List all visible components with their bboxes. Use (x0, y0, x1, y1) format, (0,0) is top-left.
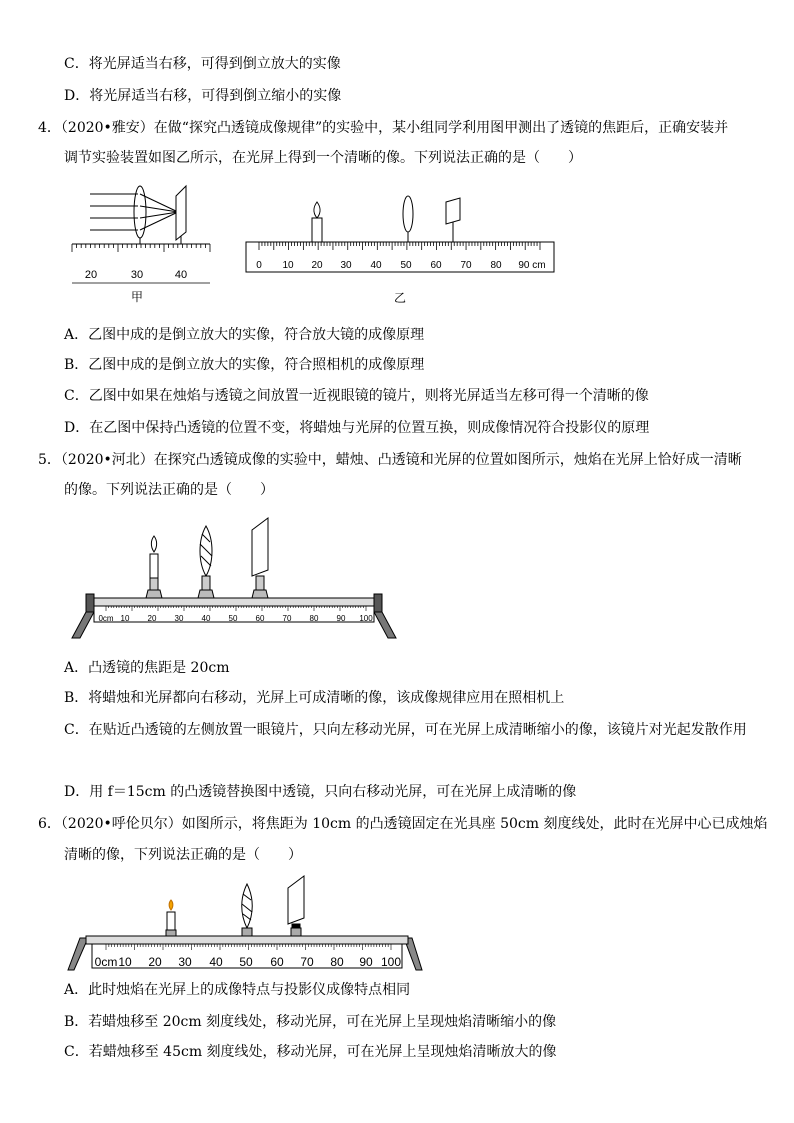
tick-label: 50 (228, 614, 238, 623)
tick-label: 80 (309, 614, 319, 623)
flame (314, 202, 320, 218)
tick-label: 90 (359, 955, 373, 969)
tick-label: 20 (148, 955, 162, 969)
tick-label: 50 (400, 260, 412, 271)
q3-option-d: D．将光屏适当右移，可得到倒立缩小的实像 (64, 88, 342, 104)
convex-lens (242, 884, 253, 928)
candle (167, 912, 175, 932)
tick-label: 0cm (98, 614, 114, 623)
tick-label: 60 (255, 614, 265, 623)
candle (150, 554, 158, 578)
ruler-labels (256, 260, 545, 271)
tick-label: 90 (336, 614, 346, 623)
tick-label: 70 (460, 260, 472, 271)
convex-lens (200, 526, 212, 576)
tick-label: 40 (174, 269, 188, 281)
tick-label: 40 (370, 260, 382, 271)
bench-rail (94, 598, 374, 606)
q6-stem-line1: 6．（2020•呼伦贝尔）如图所示，将焦距为 10cm 的凸透镜固定在光具座 50cm 刻度线处，此时在光屏中心已成烛焰 (38, 816, 768, 832)
tick-label: 20 (84, 269, 98, 281)
left-leg (72, 612, 94, 638)
tick-label: 10 (120, 614, 130, 623)
bench-rail (86, 936, 408, 944)
tick-label: 80 (490, 260, 502, 271)
tick-label: 40 (209, 955, 223, 969)
tick-label: 70 (300, 955, 314, 969)
q4-stem-line1: 4．（2020•雅安）在做“探究凸透镜成像规律”的实验中，某小组同学利用图甲测出了透镜的焦距后，正确安装并 (38, 120, 729, 136)
tick-label: 0 (256, 260, 262, 271)
q5-option-c: C．在贴近凸透镜的左侧放置一眼镜片，只向左移动光屏，可在光屏上成清晰缩小的像，该镜片对光起发散作用 (64, 722, 747, 738)
q5-figure (68, 512, 400, 642)
tick-label: 0cm (94, 955, 118, 969)
tick-label: 30 (130, 269, 144, 281)
tick-label: 90 cm (518, 260, 546, 271)
q6-figure (66, 874, 426, 974)
tick-label: 30 (340, 260, 352, 271)
tick-label: 70 (282, 614, 292, 623)
tick-label: 30 (178, 955, 192, 969)
figure-label: 乙 (393, 291, 407, 305)
tick-label: 20 (311, 260, 323, 271)
q5-stem-line1: 5．（2020•河北）在探究凸透镜成像的实验中，蜡烛、凸透镜和光屏的位置如图所示，烛焰在光屏上恰好成一清晰 (38, 452, 742, 468)
q6-option-b: B．若蜡烛移至 20cm 刻度线处，移动光屏，可在光屏上呈现烛焰清晰缩小的像 (64, 1014, 557, 1030)
flame (151, 536, 156, 552)
screen (252, 518, 268, 576)
tick-label: 40 (201, 614, 211, 623)
tick-label: 10 (282, 260, 294, 271)
right-leg (374, 612, 396, 638)
q4-option-b: B．乙图中成的是倒立放大的实像，符合照相机的成像原理 (64, 357, 425, 373)
q3-option-c: C．将光屏适当右移，可得到倒立放大的实像 (64, 56, 341, 72)
tick-label: 60 (270, 955, 284, 969)
q6-stem-line2: 清晰的像，下列说法正确的是（ ） (64, 847, 302, 863)
tick-label: 80 (330, 955, 344, 969)
q4-option-c: C．乙图中如果在烛焰与透镜之间放置一近视眼镜的镜片，则将光屏适当左移可得一个清晰的像 (64, 388, 649, 404)
tick-label: 50 (239, 955, 253, 969)
q4-figure-b (240, 190, 560, 310)
screen (176, 186, 186, 240)
tick-label: 100 (380, 955, 402, 969)
q4-figure-a (60, 182, 220, 307)
tick-label: 10 (118, 955, 132, 969)
candle (312, 218, 322, 242)
convex-lens (403, 196, 413, 232)
q4-option-d: D．在乙图中保持凸透镜的位置不变，将蜡烛与光屏的位置互换，则成像情况符合投影仪的原理 (64, 420, 650, 436)
q6-option-a: A．此时烛焰在光屏上的成像特点与投影仪成像特点相同 (64, 982, 411, 998)
tick-label: 20 (147, 614, 157, 623)
tick-label: 60 (430, 260, 442, 271)
tick-label: 30 (174, 614, 184, 623)
q6-option-c: C．若蜡烛移至 45cm 刻度线处，移动光屏，可在光屏上呈现烛焰清晰放大的像 (64, 1044, 557, 1060)
tick-label: 100 (359, 614, 373, 623)
q5-option-a: A．凸透镜的焦距是 20cm (64, 660, 230, 676)
convex-lens (134, 186, 146, 238)
q5-stem-line2: 的像。下列说法正确的是（ ） (64, 482, 274, 498)
screen (446, 198, 460, 224)
q5-option-b: B．将蜡烛和光屏都向右移动，光屏上可成清晰的像，该成像规律应用在照相机上 (64, 690, 565, 706)
q4-option-a: A．乙图中成的是倒立放大的实像，符合放大镜的成像原理 (64, 327, 425, 343)
q4-stem-line2: 调节实验装置如图乙所示，在光屏上得到一个清晰的像。下列说法正确的是（ ） (64, 150, 582, 166)
left-leg (68, 938, 88, 970)
screen (288, 876, 304, 924)
flame (169, 900, 173, 910)
q5-option-d: D．用 f＝15cm 的凸透镜替换图中透镜，只向右移动光屏，可在光屏上成清晰的像 (64, 784, 577, 800)
figure-label: 甲 (130, 290, 144, 304)
